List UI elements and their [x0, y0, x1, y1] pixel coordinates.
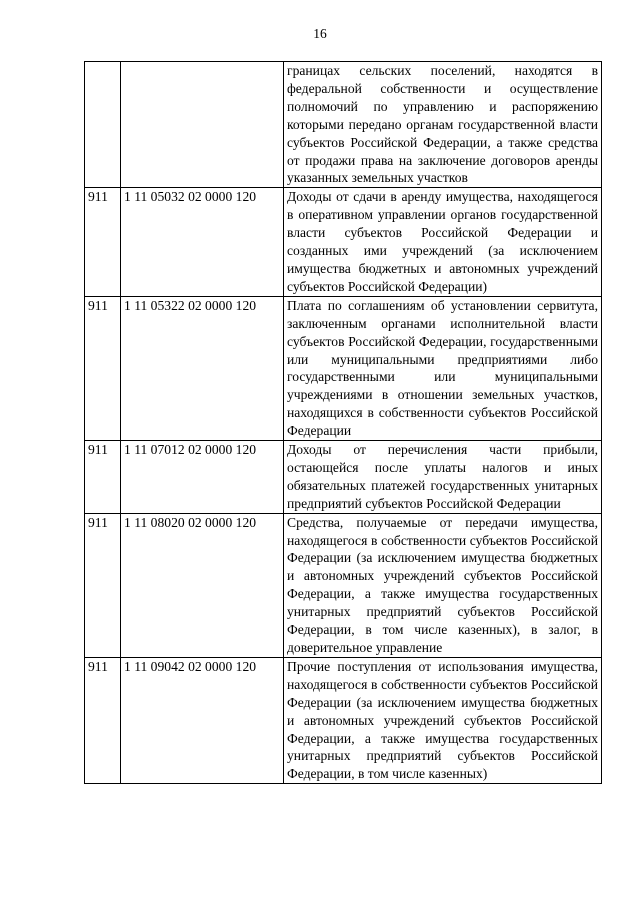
revenue-description-cell: границах сельских поселений, находятся в федеральной собственности и осуществление полномочий по управлению и распоряжению которыми передано органам государственной власти субъектов Российской Федерации, а также средства от продажи права на заключение договоров аренды указанных земельных участков [284, 62, 602, 188]
table-row [85, 62, 602, 188]
table-body [85, 62, 602, 784]
revenue-description-cell: Средства, получаемые от передачи имущества, находящегося в собственности субъектов Российской Федерации (за исключением имущества бюджетных и автономных учреждений субъектов Российской Федерации, а также имущества государственных унитарных предприятий субъектов Российской Федерации, в том числе казенных), в залог, в доверительное управление [284, 513, 602, 657]
table-row [85, 188, 602, 296]
budget-classification-code-cell: 1 11 07012 02 0000 120 [121, 441, 284, 514]
table-row [85, 441, 602, 514]
administrator-code-cell: 911 [85, 188, 121, 296]
administrator-code-cell [85, 62, 121, 188]
revenue-description-cell: Прочие поступления от использования имущества, находящегося в собственности субъектов Российской Федерации (за исключением имущества бюджетных и автономных учреждений субъектов Российской Федерации, а также имущества государственных унитарных предприятий субъектов Российской Федерации, в том числе казенных) [284, 657, 602, 783]
budget-revenue-table [84, 61, 602, 784]
revenue-description-cell: Доходы от перечисления части прибыли, остающейся после уплаты налогов и иных обязательных платежей государственных унитарных предприятий субъектов Российской Федерации [284, 441, 602, 514]
budget-classification-code-cell: 1 11 05322 02 0000 120 [121, 296, 284, 440]
table-row [85, 657, 602, 783]
table-row [85, 296, 602, 440]
administrator-code-cell: 911 [85, 441, 121, 514]
budget-classification-code-cell: 1 11 09042 02 0000 120 [121, 657, 284, 783]
budget-classification-code-cell [121, 62, 284, 188]
budget-classification-code-cell: 1 11 05032 02 0000 120 [121, 188, 284, 296]
administrator-code-cell: 911 [85, 513, 121, 657]
revenue-description-cell: Плата по соглашениям об установлении сервитута, заключенным органами исполнительной власти субъектов Российской Федерации, государственными или муниципальными предприятиями либо государственными или муниципальными учреждениями в отношении земельных участков, находящихся в собственности субъектов Российской Федерации [284, 296, 602, 440]
revenue-description-cell: Доходы от сдачи в аренду имущества, находящегося в оперативном управлении органов государственной власти субъектов Российской Федерации и созданных ими учреждений (за исключением имущества бюджетных и автономных учреждений субъектов Российской Федерации) [284, 188, 602, 296]
budget-classification-code-cell: 1 11 08020 02 0000 120 [121, 513, 284, 657]
page-number: 16 [313, 26, 327, 41]
administrator-code-cell: 911 [85, 296, 121, 440]
administrator-code-cell: 911 [85, 657, 121, 783]
table-row [85, 513, 602, 657]
